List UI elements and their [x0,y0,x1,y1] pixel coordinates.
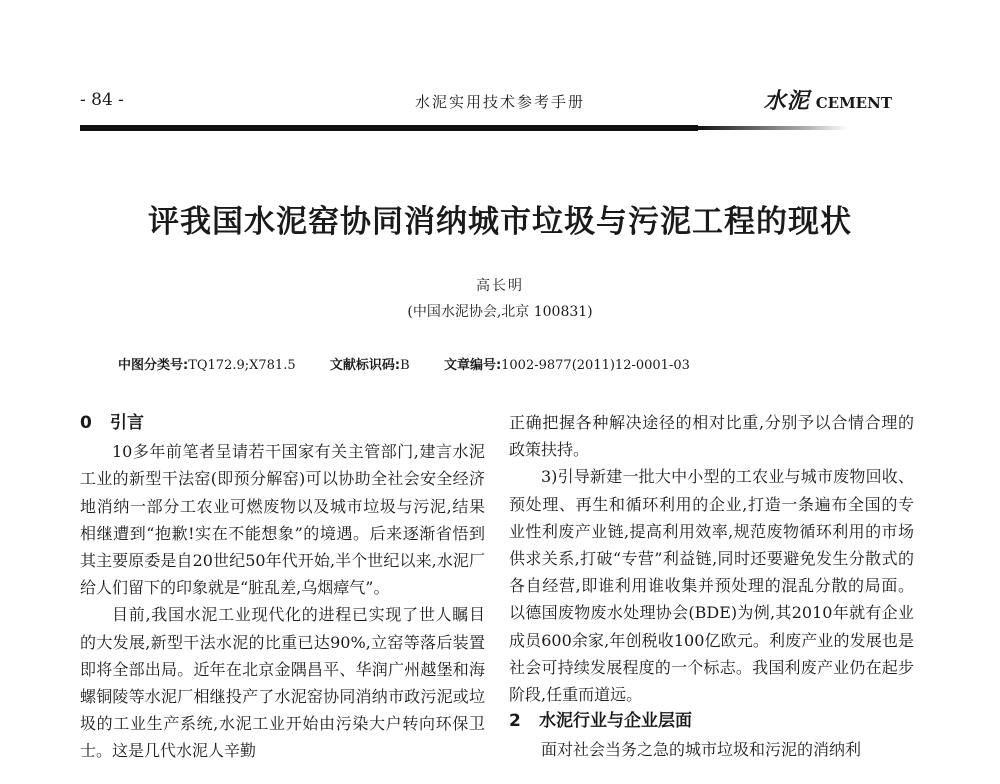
page-number: - 84 - [80,90,124,110]
running-title: 水泥实用技术参考手册 [414,93,585,111]
section-number: 0 [80,413,92,433]
classification-row [118,354,690,373]
section-number: 2 [509,711,521,732]
paragraph: 目前,我国水泥工业现代化的进程已实现了世人瞩目的大发展,新型干法水泥的比重已达90%,立窑等落后装置即将全部出局。近年在北京金隅昌平、华润广州越堡和海螺铜陵等水泥厂相继投产了水泥窑协同消纳市政污泥或垃圾的工业生产系统,水泥工业开始由污染大户转向环保卫士。这是几代水泥人辛勤 [80,605,485,761]
paragraph: 3)引导新建一批大中小型的工农业与城市废物回收、预处理、再生和循环利用的企业,打造一条遍布全国的专业性利废产业链,提高利用效率,规范废物循环利用的市场供求关系,打破“专营”利益链,同时还要避免发生分散式的各自经营,即谁利用谁收集并预处理的混乱分散的局面。以德国废物废水处理协会(BDE)为例,其2010年就有企业成员600余家,年创税收100亿欧元。利废产业的发展也是社会可持续发展程度的一个标志。我国利废产业仍在起步阶段,任重而道远。 [509,467,914,705]
section-heading-intro [80,410,485,437]
article-no-value: 1002-9877(2011)12-0001-03 [501,358,690,373]
journal-logo [764,84,892,115]
section-title: 水泥行业与企业层面 [539,711,692,732]
section-heading-industry [509,708,914,735]
author-affiliation: (中国水泥协会,北京 100831) [407,304,593,320]
article-no-label: 文章编号: [443,358,502,373]
paragraph: 10多年前笔者呈请若干国家有关主管部门,建言水泥工业的新型干法窑(即预分解窑)可以协助全社会安全经济地消纳一部分工农业可燃废物以及城市垃圾与污泥,结果相继遭到“抱歉!实在不能想象”的境遇。后来逐渐省悟到其主要原委是自20世纪50年代开始,半个世纪以来,水泥厂给人们留下的印象就是“脏乱差,乌烟瘴气”。 [80,442,485,598]
article-title: 评我国水泥窑协同消纳城市垃圾与污泥工程的现状 [148,204,852,240]
section-title: 引言 [110,413,144,433]
author-name: 高长明 [476,278,524,294]
doc-code-label: 文献标识码: [329,358,401,373]
doc-code-value: B [400,358,410,373]
paragraph-continued: 正确把握各种解决途径的相对比重,分别予以合情合理的政策扶持。 [509,413,914,460]
clc-value: TQ172.9;X781.5 [188,358,296,373]
header-rule-fade [698,126,848,130]
left-column [80,410,485,765]
journal-logo-en: CEMENT [815,94,892,112]
journal-logo-cn: 水泥 [763,88,810,114]
clc-label: 中图分类号: [118,358,189,373]
right-column [509,409,914,764]
paragraph: 面对社会当务之急的城市垃圾和污泥的消纳利 [541,740,862,760]
header-rule [80,125,698,131]
